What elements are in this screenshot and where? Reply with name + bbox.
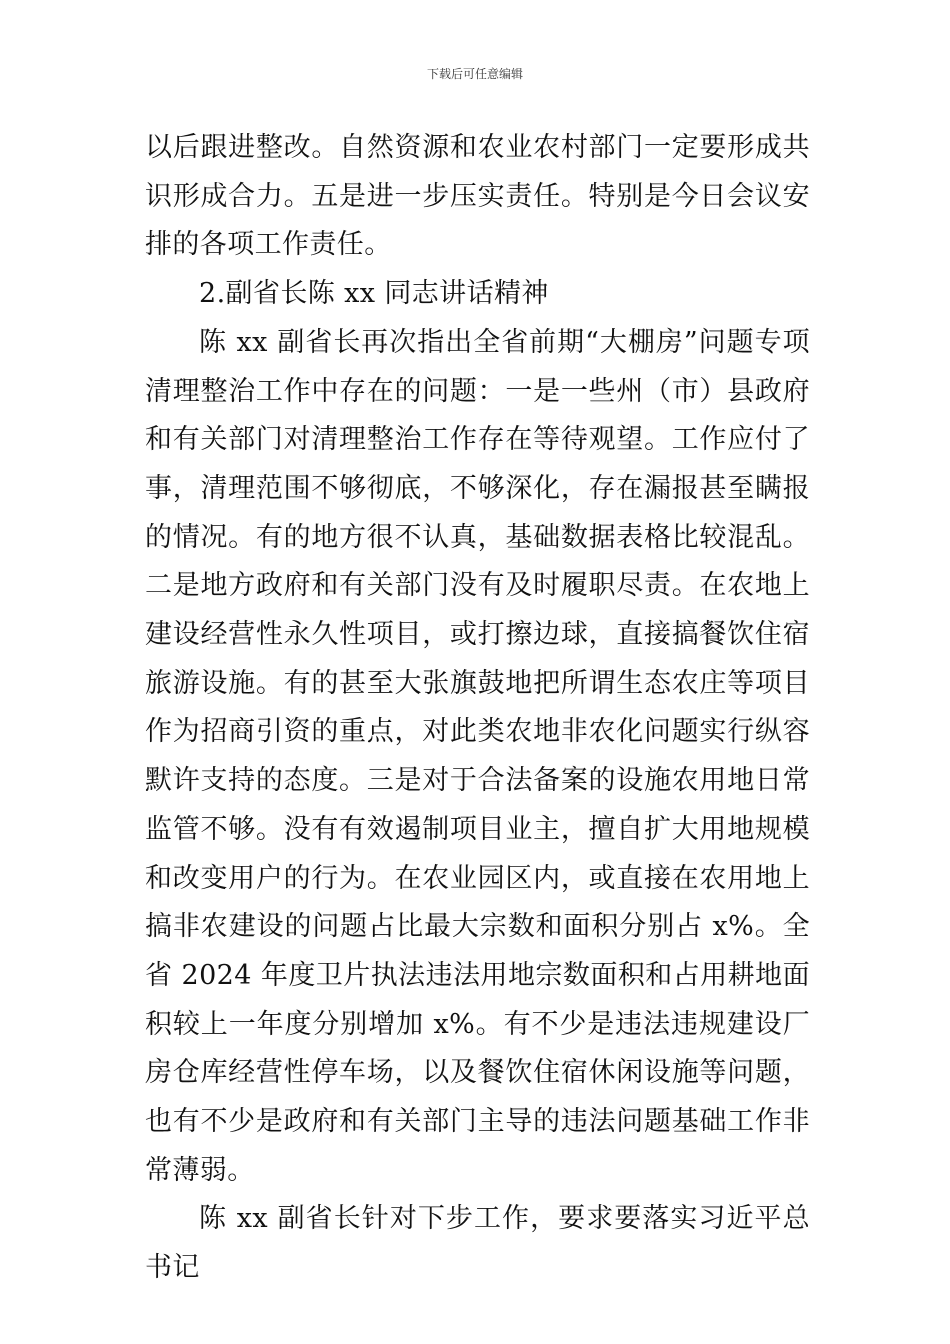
paragraph-next-steps: 陈 xx 副省长针对下步工作，要求要落实习近平总书记: [145, 1203, 810, 1284]
page-header-note: 下载后可任意编辑: [426, 67, 523, 81]
document-body: [145, 124, 810, 1293]
section-heading: 2.副省长陈 xx 同志讲话精神: [199, 278, 549, 310]
paragraph-continuation: 以后跟进整改。自然资源和农业农村部门一定要形成共识形成合力。五是进一步压实责任。特别是今日会议安排的各项工作责任。: [145, 132, 810, 261]
paragraph-problems: 陈 xx 副省长再次指出全省前期“大棚房”问题专项清理整治工作中存在的问题：一是一些州（市）县政府和有关部门对清理整治工作存在等待观望。工作应付了事，清理范围不够彻底，不够深化，存在漏报甚至瞒报的情况。有的地方很不认真，基础数据表格比较混乱。二是地方政府和有关部门没有及时履职尽责。在农地上建设经营性永久性项目，或打擦边球，直接搞餐饮住宿旅游设施。有的甚至大张旗鼓地把所谓生态农庄等项目作为招商引资的重点，对此类农地非农化问题实行纵容默许支持的态度。三是对于合法备案的设施农用地日常监管不够。没有有效遏制项目业主，擅自扩大用地规模和改变用户的行为。在农业园区内，或直接在农用地上搞非农建设的问题占比最大宗数和面积分别占 x%。全省 2024 年度卫片执法违法用地宗数面积和占用耕地面积较上一年度分别增加 x%。有不少是违法违规建设厂房仓库经营性停车场，以及餐饮住宿休闲设施等问题，也有不少是政府和有关部门主导的违法问题基础工作非常薄弱。: [145, 326, 810, 1186]
